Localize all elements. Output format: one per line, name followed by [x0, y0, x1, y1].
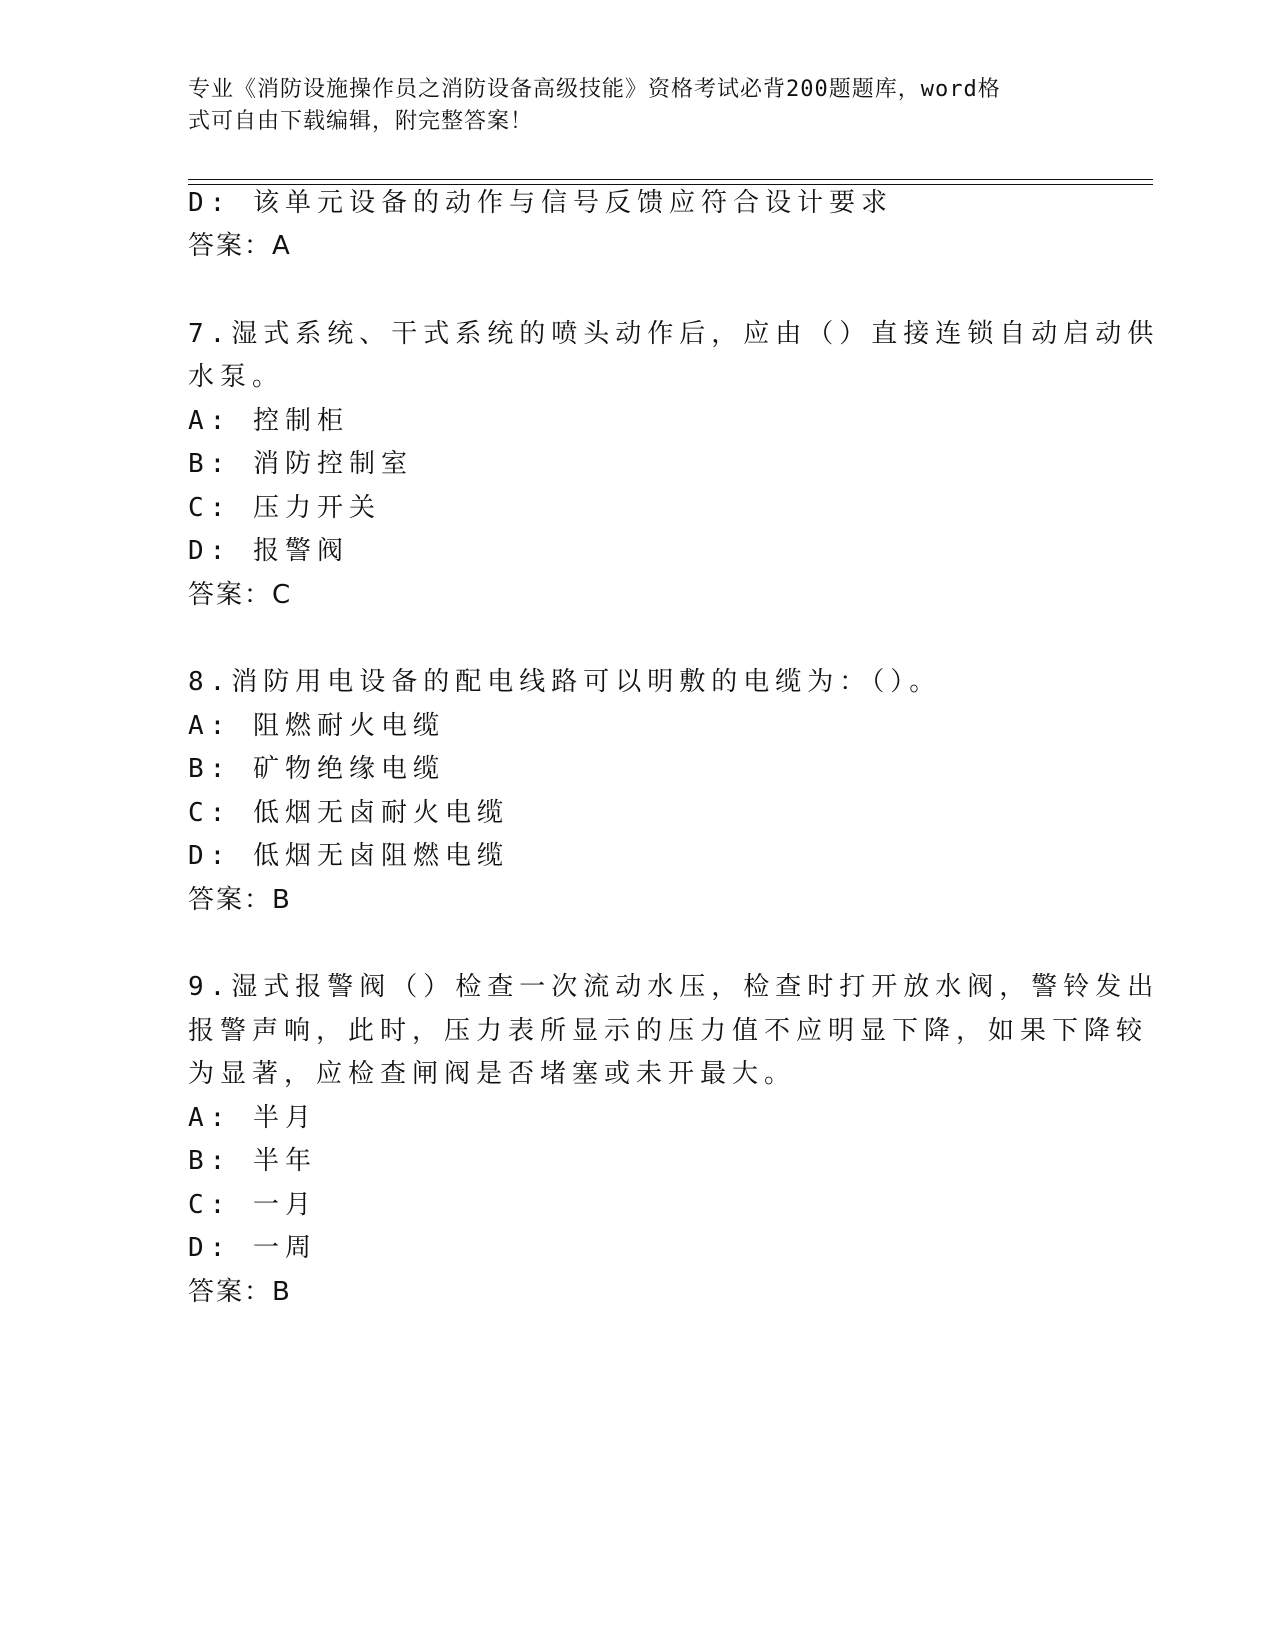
q7-option-b: B: 消防控制室 [188, 449, 413, 479]
q9-option-a: A: 半月 [188, 1103, 317, 1133]
q7-option-d: D: 报警阀 [188, 536, 349, 566]
q9-option-b: B: 半年 [188, 1146, 317, 1176]
q9-stem-line-3: 为显著，应检查闸阀是否堵塞或未开最大。 [188, 1059, 797, 1089]
q9-option-d: D: 一周 [188, 1233, 317, 1263]
q9-answer: 答案：B [188, 1277, 292, 1307]
q8-stem-line-1: 8.消防用电设备的配电线路可以明敷的电缆为：（）。 [188, 667, 942, 697]
header-line-1: 专业《消防设施操作员之消防设备高级技能》资格考试必背200题题库，word格 [188, 77, 1001, 102]
q6-answer: 答案：A [188, 231, 292, 261]
q7-answer: 答案：C [188, 580, 293, 610]
q7-stem-line-2: 水泵。 [188, 362, 285, 392]
q6-option-d: D: 该单元设备的动作与信号反馈应符合设计要求 [188, 188, 893, 218]
q7-option-a: A: 控制柜 [188, 406, 349, 436]
header-divider-top [188, 179, 1153, 180]
q8-option-b: B: 矿物绝缘电缆 [188, 754, 445, 784]
q8-option-c: C: 低烟无卤耐火电缆 [188, 798, 509, 828]
q7-option-c: C: 压力开关 [188, 493, 381, 523]
q9-stem-line-1: 9.湿式报警阀（）检查一次流动水压，检查时打开放水阀，警铃发出 [188, 972, 1160, 1002]
header-line-2: 式可自由下载编辑，附完整答案！ [188, 109, 534, 134]
q9-stem-line-2: 报警声响，此时，压力表所显示的压力值不应明显下降，如果下降较 [188, 1016, 1149, 1046]
q8-option-d: D: 低烟无卤阻燃电缆 [188, 841, 509, 871]
q7-stem-line-1: 7.湿式系统、干式系统的喷头动作后，应由（）直接连锁自动启动供 [188, 319, 1160, 349]
q8-option-a: A: 阻燃耐火电缆 [188, 711, 445, 741]
q9-option-c: C: 一月 [188, 1190, 317, 1220]
document-header [188, 74, 1068, 138]
header-divider-bottom [188, 184, 1153, 185]
q8-answer: 答案：B [188, 885, 292, 915]
